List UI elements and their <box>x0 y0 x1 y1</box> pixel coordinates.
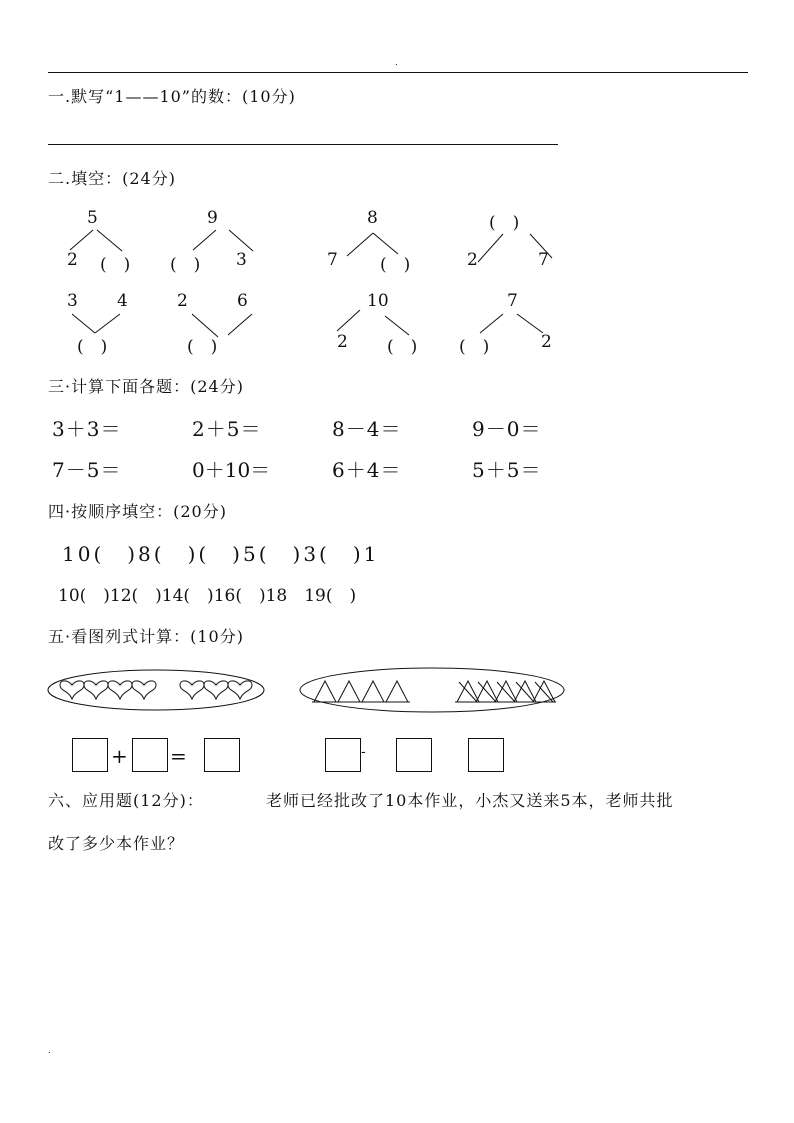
word-problem-line-1: 老师已经批改了10本作业，小杰又送来5本，老师共批 <box>266 791 674 810</box>
bond-4-left: 2 <box>467 250 478 270</box>
calc-7: 6＋4＝ <box>332 458 402 482</box>
bond-2-top: 9 <box>207 208 218 228</box>
calc-5: 7－5＝ <box>52 458 122 482</box>
sequence-2[interactable]: 10( )12( )14( )16( )18 19( ) <box>58 586 357 606</box>
bond-4-blank[interactable]: ( ) <box>489 213 520 233</box>
calc-8: 5＋5＝ <box>472 458 542 482</box>
bond-1-top: 5 <box>87 208 98 228</box>
crossed-triangle-icon <box>533 681 555 702</box>
heart-icon <box>228 681 252 699</box>
triangle-icon <box>314 681 336 702</box>
crossed-triangle-icon <box>495 681 517 702</box>
answer-box-5[interactable] <box>396 738 432 772</box>
bond-7-top: 10 <box>367 291 389 311</box>
sequence-1[interactable]: 10( )8( )( )5( )3( )1 <box>62 542 380 566</box>
triangle-icon <box>386 681 408 702</box>
heart-icon <box>84 681 108 699</box>
bond-5-left: 3 <box>67 291 78 311</box>
bond-2-blank[interactable]: ( ) <box>170 255 201 275</box>
bond-7-blank[interactable]: ( ) <box>387 337 418 357</box>
equals-operator: = <box>170 744 187 768</box>
section-2-title: 二.填空：(24分) <box>48 169 176 188</box>
calc-1: 3＋3＝ <box>52 417 122 441</box>
heart-icon <box>180 681 204 699</box>
bond-1-left: 2 <box>67 250 78 270</box>
footer-mark: . <box>48 1046 51 1056</box>
bond-4-right: 7 <box>538 250 549 270</box>
triangle-icon <box>338 681 360 702</box>
heart-icon <box>60 681 84 699</box>
calc-3: 8－4＝ <box>332 417 402 441</box>
header-mark: . <box>395 58 398 68</box>
bond-8-top: 7 <box>507 291 518 311</box>
bond-3-left: 7 <box>327 250 338 270</box>
calc-6: 0＋10＝ <box>192 458 271 482</box>
answer-box-3[interactable] <box>204 738 240 772</box>
section-5-title: 五·看图列式计算：(10分) <box>48 627 244 646</box>
word-problem-line-2: 改了多少本作业？ <box>48 834 185 853</box>
crossed-triangle-icon <box>514 681 536 702</box>
section-1-title: 一.默写“1——10”的数：(10分) <box>48 87 296 106</box>
crossed-triangle-icon <box>476 681 498 702</box>
section-3-title: 三·计算下面各题：(24分) <box>48 377 244 396</box>
bond-8-blank[interactable]: ( ) <box>459 337 490 357</box>
bond-6-right: 6 <box>237 291 248 311</box>
bond-3-blank[interactable]: ( ) <box>380 255 411 275</box>
calc-4: 9－0＝ <box>472 417 542 441</box>
answer-box-4[interactable] <box>325 738 361 772</box>
bond-5-right: 4 <box>117 291 128 311</box>
bond-1-blank[interactable]: ( ) <box>100 255 131 275</box>
bond-6-left: 2 <box>177 291 188 311</box>
calc-2: 2＋5＝ <box>192 417 262 441</box>
answer-box-2[interactable] <box>132 738 168 772</box>
answer-box-6[interactable] <box>468 738 504 772</box>
crossed-triangle-icon <box>457 681 479 702</box>
bond-8-right: 2 <box>541 332 552 352</box>
section-4-title: 四·按顺序填空：(20分) <box>48 502 227 521</box>
plus-operator: + <box>111 744 128 768</box>
triangles-oval <box>300 668 564 712</box>
bond-2-right: 3 <box>236 250 247 270</box>
answer-box-1[interactable] <box>72 738 108 772</box>
section-6-title: 六、应用题(12分)： <box>48 791 204 810</box>
minus-operator: - <box>361 744 366 760</box>
triangle-icon <box>362 681 384 702</box>
heart-icon <box>132 681 156 699</box>
bond-6-blank[interactable]: ( ) <box>187 337 218 357</box>
bond-7-left: 2 <box>337 332 348 352</box>
heart-icon <box>108 681 132 699</box>
bond-3-top: 8 <box>367 208 378 228</box>
heart-icon <box>204 681 228 699</box>
bond-5-blank[interactable]: ( ) <box>77 337 108 357</box>
